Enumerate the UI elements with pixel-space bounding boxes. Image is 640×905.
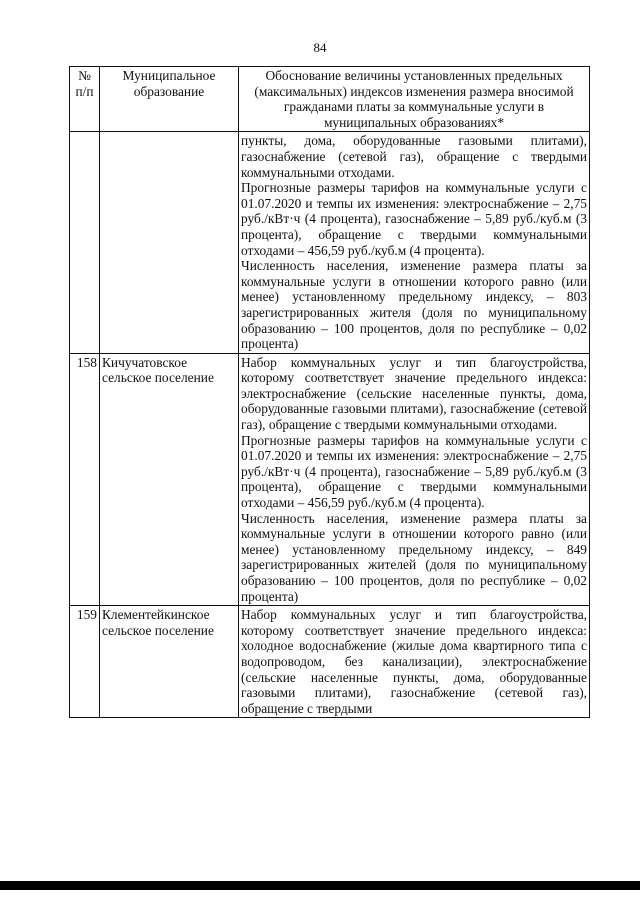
- row-justification: [239, 606, 590, 718]
- row-num: [70, 132, 100, 353]
- row-municipality: Клементейкинское сельское поселение: [100, 606, 239, 718]
- paragraph: Прогнозные размеры тарифов на коммунальные услуги с 01.07.2020 и темпы их изменения: электроснабжение – 2,75 руб./кВт·ч (4 процента), газоснабжение – 5,89 руб./куб.м (3 процента), обращение с твердыми коммунальными отходами – 456,59 руб./куб.м (4 процента).: [241, 432, 587, 511]
- table-row: [70, 606, 590, 718]
- table-row: [70, 132, 590, 353]
- table-header-row: [70, 67, 590, 132]
- page-number: 84: [313, 40, 327, 55]
- row-justification: [239, 132, 590, 353]
- row-num: 158: [70, 353, 100, 606]
- table-row: [70, 353, 590, 606]
- paragraph: Прогнозные размеры тарифов на коммунальные услуги с 01.07.2020 и темпы их изменения: электроснабжение – 2,75 руб./кВт·ч (4 процента), газоснабжение – 5,89 руб./куб.м (3 процента), обращение с твердыми коммунальными отходами – 456,59 руб./куб.м (4 процента).: [241, 180, 587, 258]
- row-num: 159: [70, 606, 100, 718]
- row-justification: [239, 353, 590, 606]
- paragraph: Численность населения, изменение размера платы за коммунальные услуги в отношении которого равно (или менее) установленному предельному индексу, – 849 зарегистрированных жителей (доля по муниципальному образованию – 100 процентов, доля по республике – 0,02 процента): [241, 510, 587, 604]
- paragraph: Набор коммунальных услуг и тип благоустройства, которому соответствует значение предельного индекса: электроснабжение (сельские населенные пункты, дома, оборудованные газовыми плитами), газоснабжение (сетевой газ), обращение с твердыми коммунальными отходами.: [241, 354, 587, 433]
- paragraph: Набор коммунальных услуг и тип благоустройства, которому соответствует значение предельного индекса: холодное водоснабжение (жилые дома квартирного типа с водопроводом, без канализации), электроснабжение (сельские населенные пункты, дома, оборудованные газовыми плитами), газоснабжение (сетевой газ), обращение с твердыми: [241, 607, 587, 716]
- paragraph: пункты, дома, оборудованные газовыми плитами), газоснабжение (сетевой газ), обращение с твердыми коммунальными отходами.: [241, 133, 587, 180]
- paragraph: Численность населения, изменение размера платы за коммунальные услуги в отношении которого равно (или менее) установленному предельному индексу, – 803 зарегистрированных жителя (доля по муниципальному образованию – 100 процентов, доля по республике – 0,02 процента): [241, 258, 587, 352]
- header-municipality: Муниципальное образование: [100, 67, 239, 132]
- header-justification: Обоснование величины установленных предельных (максимальных) индексов изменения размера вносимой гражданами платы за коммунальные услуги в муниципальных образованиях*: [239, 67, 590, 132]
- row-municipality: Кичучатовское сельское поселение: [100, 353, 239, 606]
- indices-table: [69, 66, 590, 718]
- row-municipality: [100, 132, 239, 353]
- scan-edge-band: [0, 881, 640, 890]
- header-num: № п/п: [70, 67, 100, 132]
